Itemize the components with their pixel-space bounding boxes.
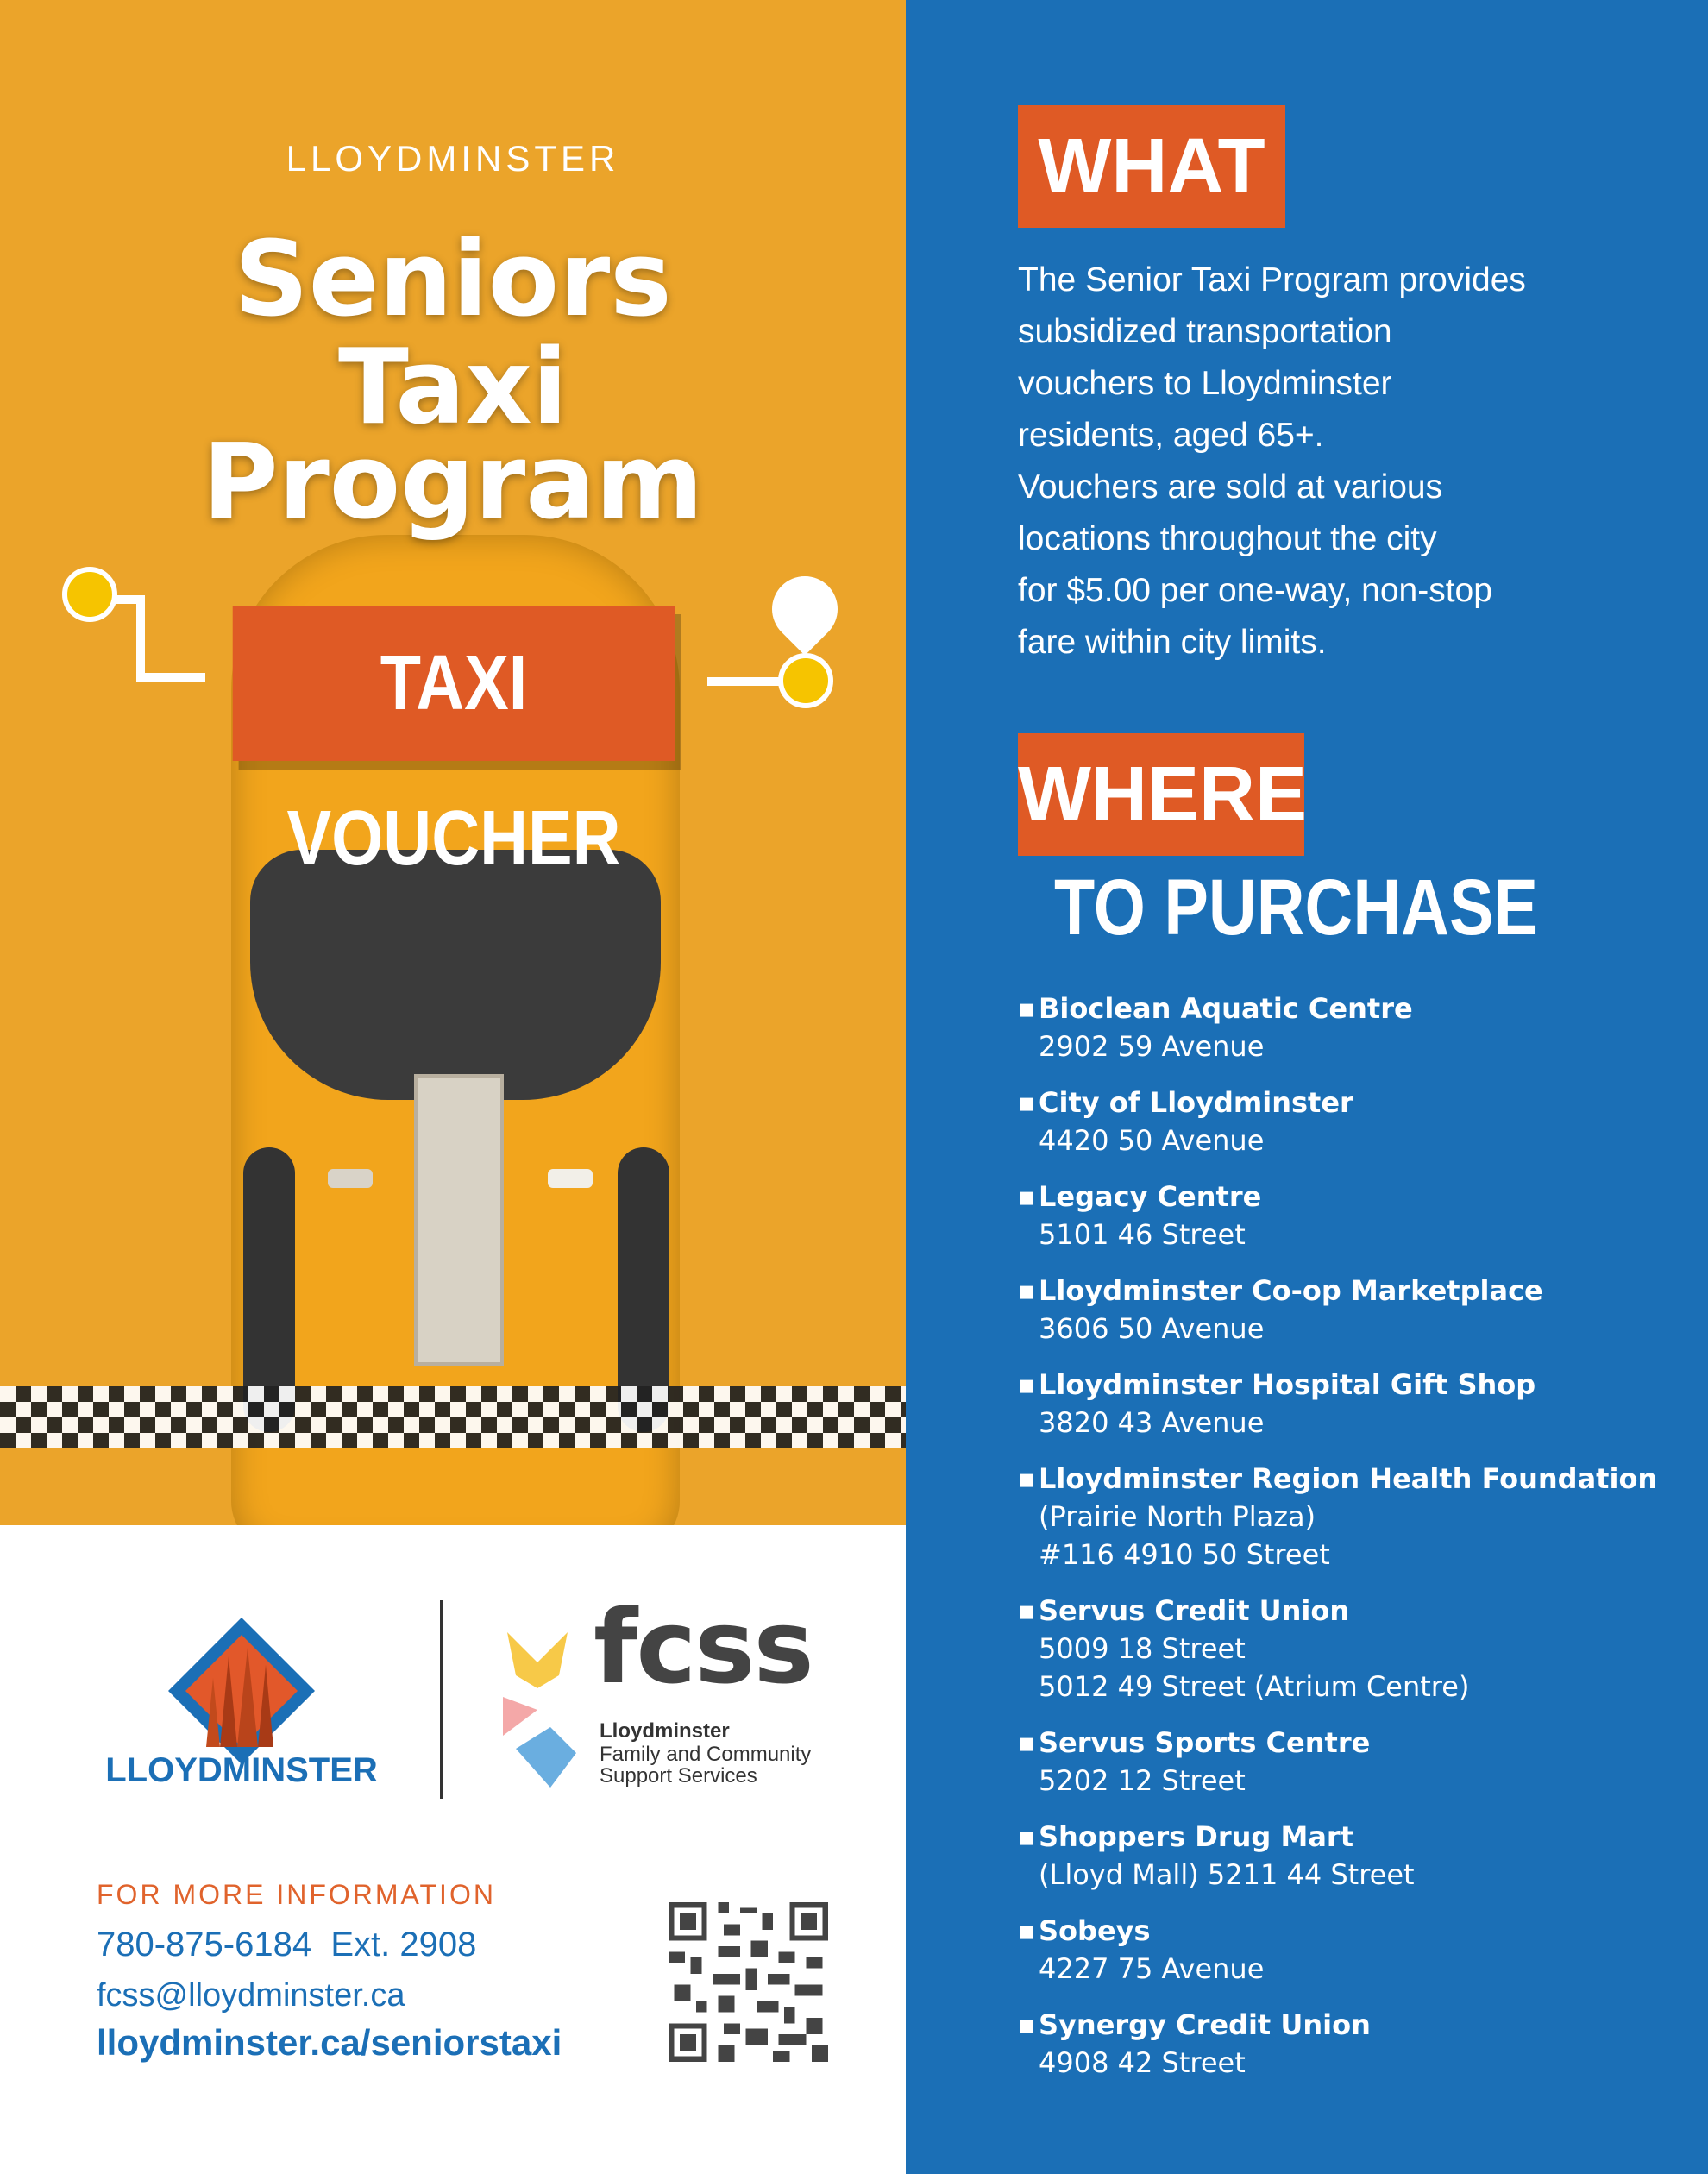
location-address: 4908 42 Street xyxy=(1039,2046,1246,2079)
location-address: 4227 75 Avenue xyxy=(1039,1952,1265,1985)
location-name: ▪ Bioclean Aquatic Centre xyxy=(1039,992,1413,1025)
website-link[interactable]: lloydminster.ca/seniorstaxi xyxy=(97,2022,562,2063)
taxi-light-right xyxy=(548,1169,593,1188)
headline-program: Program xyxy=(202,423,704,543)
location-address: #116 4910 50 Street xyxy=(1039,1538,1330,1571)
where-tag: WHERE xyxy=(1018,733,1304,856)
what-line: The Senior Taxi Program provides xyxy=(1018,261,1526,298)
list-item xyxy=(1018,1367,1699,1442)
list-item xyxy=(1018,2007,1699,2082)
location-name: ▪ Legacy Centre xyxy=(1039,1180,1262,1213)
list-item xyxy=(1018,1178,1699,1254)
list-item xyxy=(1018,1819,1699,1894)
city-label: LLOYDMINSTER xyxy=(286,138,620,179)
lloydminster-logo-icon xyxy=(168,1618,315,1764)
phone-number[interactable]: 780-875-6184 Ext. 2908 xyxy=(97,1926,477,1964)
location-address: 4420 50 Avenue xyxy=(1039,1124,1265,1157)
location-address: 5101 46 Street xyxy=(1039,1218,1246,1251)
list-item xyxy=(1018,1461,1699,1574)
location-address: (Lloyd Mall) 5211 44 Street xyxy=(1039,1858,1415,1891)
route-start-dot-icon xyxy=(62,567,117,622)
what-line: for $5.00 per one-way, non-stop xyxy=(1018,572,1492,609)
location-list xyxy=(1018,990,1699,2101)
headline-taxi: Taxi xyxy=(338,328,568,448)
location-name: ▪ Lloydminster Co-op Marketplace xyxy=(1039,1274,1543,1307)
location-pin-icon xyxy=(758,562,851,655)
qr-code-icon[interactable] xyxy=(669,1902,828,2062)
fcss-mark-icon xyxy=(499,1615,576,1788)
location-name: ▪ Servus Sports Centre xyxy=(1039,1726,1371,1759)
location-address: 3820 43 Avenue xyxy=(1039,1406,1265,1439)
what-tag: WHAT xyxy=(1018,105,1285,228)
location-name: ▪ Lloydminster Hospital Gift Shop xyxy=(1039,1368,1536,1401)
list-item xyxy=(1018,1725,1699,1800)
what-description xyxy=(1018,254,1673,669)
location-address: 5012 49 Street (Atrium Centre) xyxy=(1039,1670,1470,1703)
route-line xyxy=(136,673,205,682)
location-address: 2902 59 Avenue xyxy=(1039,1030,1265,1063)
what-line: Vouchers are sold at various xyxy=(1018,468,1443,506)
checkered-stripe xyxy=(0,1386,906,1448)
fcss-wordmark: fcss xyxy=(593,1587,813,1706)
lloydminster-wordmark: LLOYDMINSTER xyxy=(105,1751,378,1789)
what-line: subsidized transportation xyxy=(1018,313,1392,350)
location-address: 5009 18 Street xyxy=(1039,1632,1246,1665)
location-name: ▪ Shoppers Drug Mart xyxy=(1039,1820,1353,1853)
location-address: 5202 12 Street xyxy=(1039,1764,1246,1797)
taxi-roof-sign xyxy=(414,1074,504,1366)
what-line: fare within city limits. xyxy=(1018,624,1327,661)
more-info-heading: FOR MORE INFORMATION xyxy=(97,1879,496,1910)
what-line: locations throughout the city xyxy=(1018,520,1437,557)
route-line xyxy=(136,595,145,682)
logo-divider xyxy=(440,1600,443,1799)
hero-panel xyxy=(0,0,906,1525)
location-address: (Prairie North Plaza) xyxy=(1039,1500,1316,1533)
location-name: ▪ Lloydminster Region Health Foundation xyxy=(1039,1462,1658,1495)
list-item xyxy=(1018,1913,1699,1988)
taxi-voucher-banner: TAXI VOUCHER xyxy=(233,606,675,761)
what-line: vouchers to Lloydminster xyxy=(1018,365,1392,402)
headline-seniors: Seniors xyxy=(234,220,672,340)
taxi-light-left xyxy=(328,1169,373,1188)
fcss-subtitle-1: Lloydminster xyxy=(600,1719,730,1743)
location-name: ▪ Servus Credit Union xyxy=(1039,1594,1350,1627)
email-link[interactable]: fcss@lloydminster.ca xyxy=(97,1977,405,2014)
what-line: residents, aged 65+. xyxy=(1018,417,1324,454)
route-end-dot-icon xyxy=(778,653,833,708)
list-item xyxy=(1018,1272,1699,1348)
location-name: ▪ Synergy Credit Union xyxy=(1039,2008,1371,2041)
list-item xyxy=(1018,1593,1699,1706)
location-name: ▪ City of Lloydminster xyxy=(1039,1086,1353,1119)
location-address: 3606 50 Avenue xyxy=(1039,1312,1265,1345)
location-name: ▪ Sobeys xyxy=(1039,1914,1151,1947)
fcss-subtitle-2: Family and Community xyxy=(600,1743,812,1766)
list-item xyxy=(1018,990,1699,1065)
fcss-subtitle-3: Support Services xyxy=(600,1764,757,1788)
to-purchase-heading: TO PURCHASE xyxy=(1054,864,1539,952)
list-item xyxy=(1018,1084,1699,1159)
